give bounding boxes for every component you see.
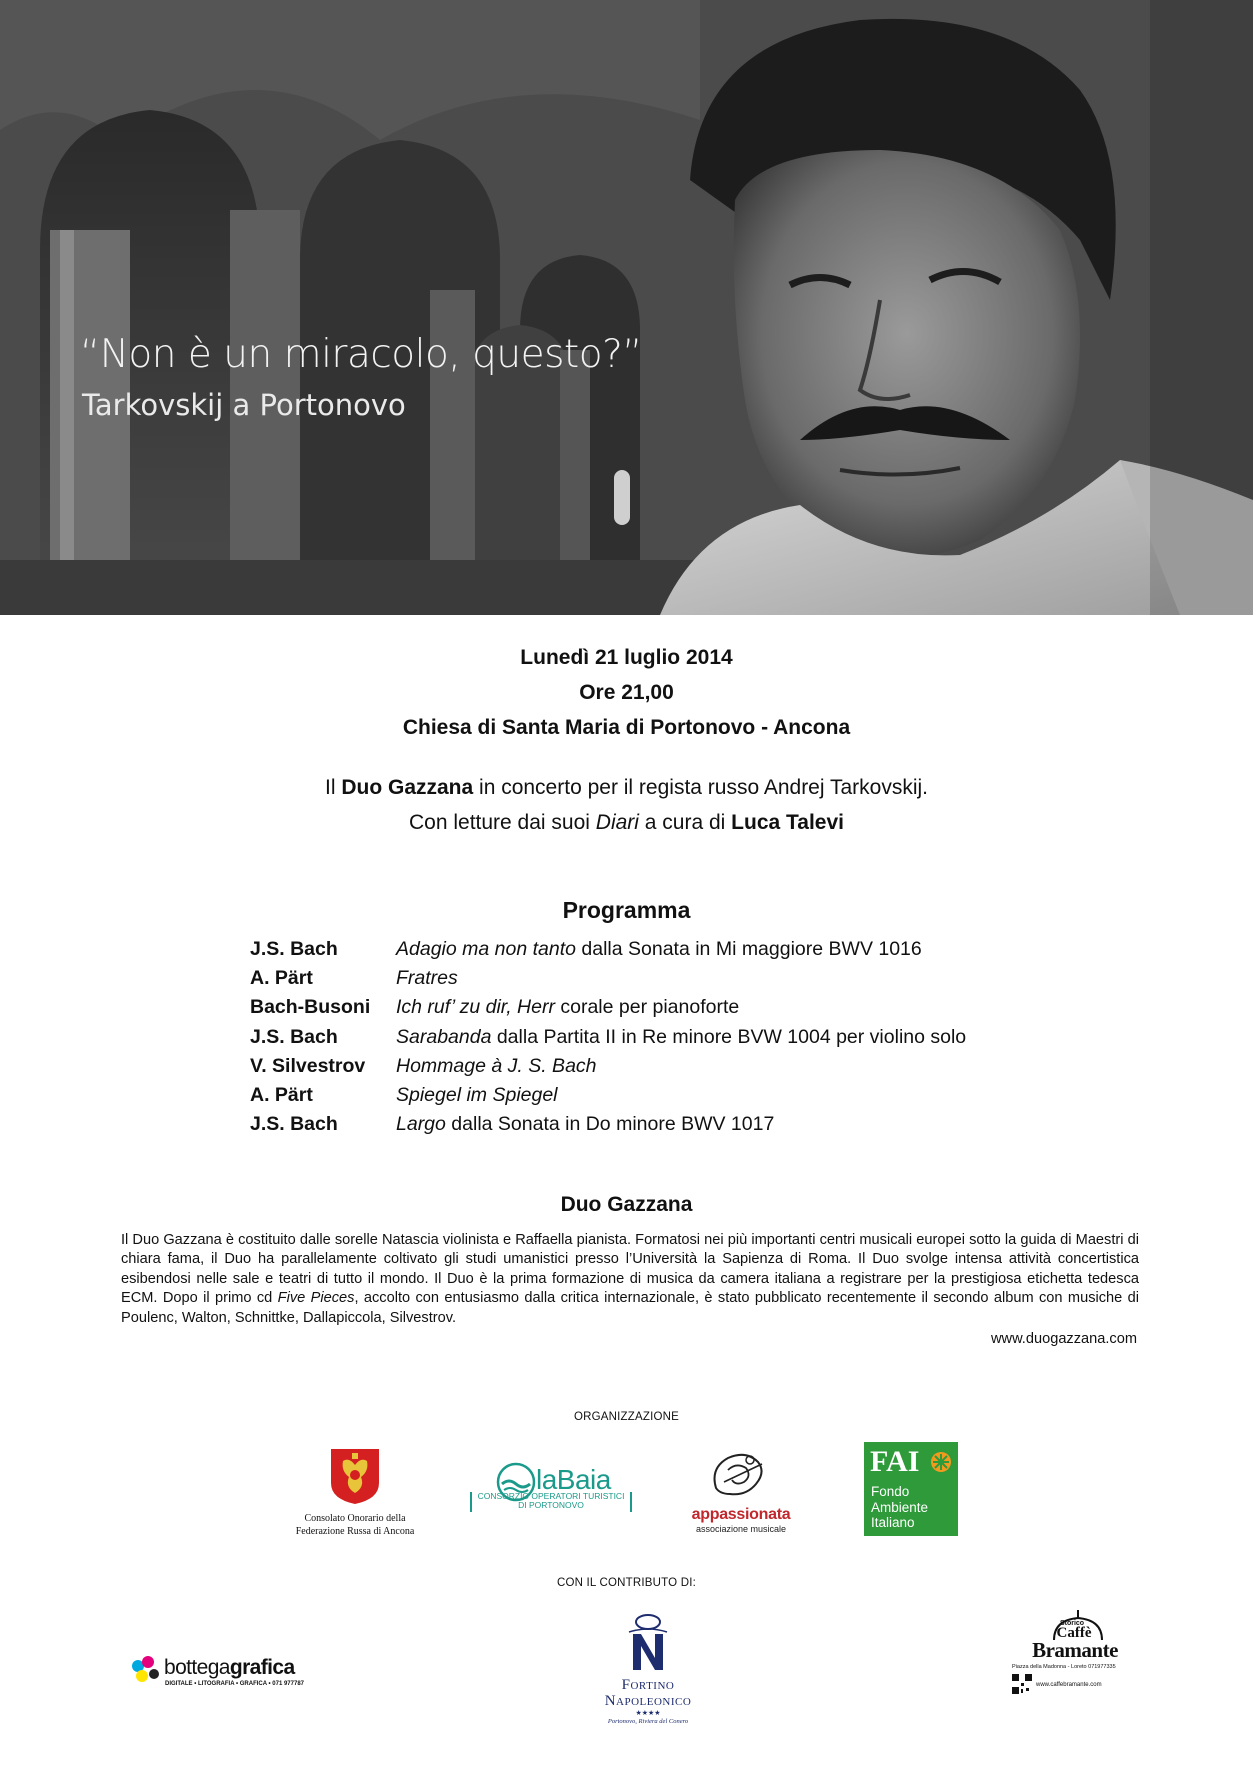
bramante-url[interactable]: www.caffebramante.com [1036, 1682, 1102, 1688]
violin-player-icon [706, 1448, 776, 1502]
program-piece [396, 1081, 558, 1110]
fai-title: FAI [870, 1445, 920, 1478]
russian-coat-of-arms-icon [329, 1447, 381, 1505]
fortino-line-1: Fortino [621, 1677, 675, 1693]
program-piece [396, 1110, 774, 1139]
bio-album-title: Five Pieces [277, 1290, 355, 1307]
intro-line-1 [0, 770, 1253, 805]
organizers-label: ORGANIZZAZIONE [573, 1411, 680, 1423]
program-piece-title: Sarabanda [396, 1025, 492, 1048]
program-piece [396, 1023, 966, 1052]
consolato-logo [290, 1447, 420, 1538]
intro-text: a cura di [638, 811, 732, 834]
program-item [250, 935, 1070, 964]
program-piece [396, 935, 922, 964]
program-piece-detail: dalla Sonata in Do minore BWV 1017 [445, 1113, 775, 1136]
intro-line-2 [0, 805, 1253, 840]
program-piece-title: Fratres [396, 967, 458, 990]
intro-text: in concerto per il regista russo Andrej Tarkovskij. [473, 776, 928, 799]
labaia-line-2: DI PORTONOVO [518, 1500, 584, 1510]
program-piece [396, 993, 739, 1022]
cmyk-dots-icon [128, 1654, 164, 1686]
appassionata-name: appassionata [691, 1506, 791, 1523]
event-venue: Chiesa di Santa Maria di Portonovo - Ancona [402, 716, 851, 739]
bio-text-part: , accolto con entusiasmo dalla critica internazionale, è stato pubblicato recentemente il secondo album con musiche di Poulenc, Walton, Schnittke, Dallapiccola, Silvestrov. [121, 1290, 1139, 1326]
program-piece [396, 1052, 597, 1081]
program-title: Programma [562, 897, 691, 923]
fai-subtitle [871, 1484, 928, 1531]
intro-diari: Diari [595, 811, 639, 834]
appassionata-subtitle: associazione musicale [695, 1524, 787, 1534]
program-composer: A. Pärt [250, 1084, 313, 1107]
fai-flower-icon [930, 1451, 952, 1473]
fai-line-2: Ambiente [871, 1499, 929, 1515]
bramante-line-2: Bramante [1032, 1638, 1118, 1662]
intro-curator-name: Luca Talevi [731, 811, 844, 834]
bio-title: Duo Gazzana [560, 1193, 693, 1216]
bio-text-part: Il Duo Gazzana è costituito dalle sorelle Natascia violinista e Raffaella pianista. Formatosi nei più importanti centri musicali europei sotto la guida di Maestri di chiara fama, il Duo ha parallelamente coltivato gli studi umanistici presso l’Università la Sapienza di Roma. Il Duo svolge intensa attività concertistica esibendosi nelle sale e teatri di tutto il mondo. Il Duo è la prima formazione di musica da camera italiana a registrare per la prestigiosa etichetta tedesca ECM. Dopo il primo cd [121, 1232, 1139, 1307]
intro-text: Il [324, 776, 342, 799]
fortino-n-emblem-icon [625, 1612, 671, 1672]
program-piece-title: Largo [396, 1113, 446, 1136]
event-details [0, 640, 1253, 745]
qr-code-icon [1012, 1674, 1032, 1694]
event-intro [0, 770, 1253, 840]
program-piece-detail: corale per pianoforte [554, 996, 740, 1019]
program-composer: J.S. Bach [250, 1113, 338, 1136]
consolato-line-2: Federazione Russa di Ancona [295, 1526, 415, 1537]
sponsors-label: CON IL CONTRIBUTO DI: [556, 1577, 697, 1589]
program-item [250, 1081, 1070, 1110]
program-item [250, 1052, 1070, 1081]
bramante-line-1: Caffè [1056, 1625, 1092, 1641]
program-list [250, 935, 1070, 1139]
bramante-small: Storico [1059, 1620, 1085, 1627]
bottegagrafica-name [164, 1656, 295, 1680]
intro-text: Con letture dai suoi [409, 811, 596, 834]
hero-photo [0, 0, 1253, 615]
labaia-name: laBaia [536, 1464, 611, 1495]
program-composer: A. Pärt [250, 967, 313, 990]
bottegagrafica-tagline: DIGITALE • LITOGRAFIA • GRAFICA • 071 977787 [165, 1681, 304, 1687]
program-composer: Bach-Busoni [250, 996, 371, 1019]
fai-logo [864, 1442, 958, 1536]
program-item [250, 993, 1070, 1022]
program-item [250, 1110, 1070, 1139]
bottegagrafica-name-pre: bottega [164, 1656, 230, 1679]
program-piece-title: Hommage à J. S. Bach [396, 1054, 597, 1077]
fortino-line-2: Napoleonico [604, 1693, 692, 1709]
program-piece-detail: dalla Partita II in Re minore BVW 1004 per violino solo [491, 1025, 967, 1048]
fai-line-3: Italiano [871, 1515, 915, 1530]
bio-text [121, 1231, 1139, 1328]
fortino-stars: ★★★★ [635, 1710, 661, 1717]
program-piece-title: Adagio ma non tanto [396, 938, 576, 960]
consolato-line-1: Consolato Onorario della [304, 1513, 406, 1524]
bio-website-link[interactable]: www.duogazzana.com [990, 1331, 1137, 1347]
event-time: Ore 21,00 [579, 681, 674, 704]
fortino-napoleonico-logo [578, 1612, 718, 1726]
hero-quote: “Non è un miracolo, questo?” [80, 332, 642, 377]
hero-image-illustration [0, 0, 1253, 615]
program-item [250, 1023, 1070, 1052]
program-composer: J.S. Bach [250, 938, 338, 960]
program-piece [396, 964, 458, 993]
program-piece-detail: dalla Sonata in Mi maggiore BWV 1016 [575, 938, 922, 960]
program-composer: J.S. Bach [250, 1025, 338, 1048]
bottegagrafica-name-bold: grafica [229, 1656, 295, 1679]
bramante-address: Piazza della Madonna - Loreto 071977335 [1012, 1664, 1116, 1670]
fortino-place: Portonovo, Riviera del Conero [607, 1718, 689, 1725]
appassionata-logo [686, 1448, 796, 1535]
program-item [250, 964, 1070, 993]
labaia-line-1: CONSORZIO OPERATORI TURISTICI [477, 1491, 625, 1501]
program-composer: V. Silvestrov [250, 1054, 366, 1077]
hero-subtitle: Tarkovskij a Portonovo [82, 388, 406, 422]
program-piece-title: Spiegel im Spiegel [396, 1084, 558, 1107]
labaia-subtitle [470, 1492, 632, 1512]
event-date: Lunedì 21 luglio 2014 [520, 646, 733, 669]
fai-line-1: Fondo [871, 1484, 910, 1499]
program-piece-title: Ich ruf’ zu dir, Herr [396, 996, 555, 1019]
intro-duo-name: Duo Gazzana [341, 776, 474, 799]
